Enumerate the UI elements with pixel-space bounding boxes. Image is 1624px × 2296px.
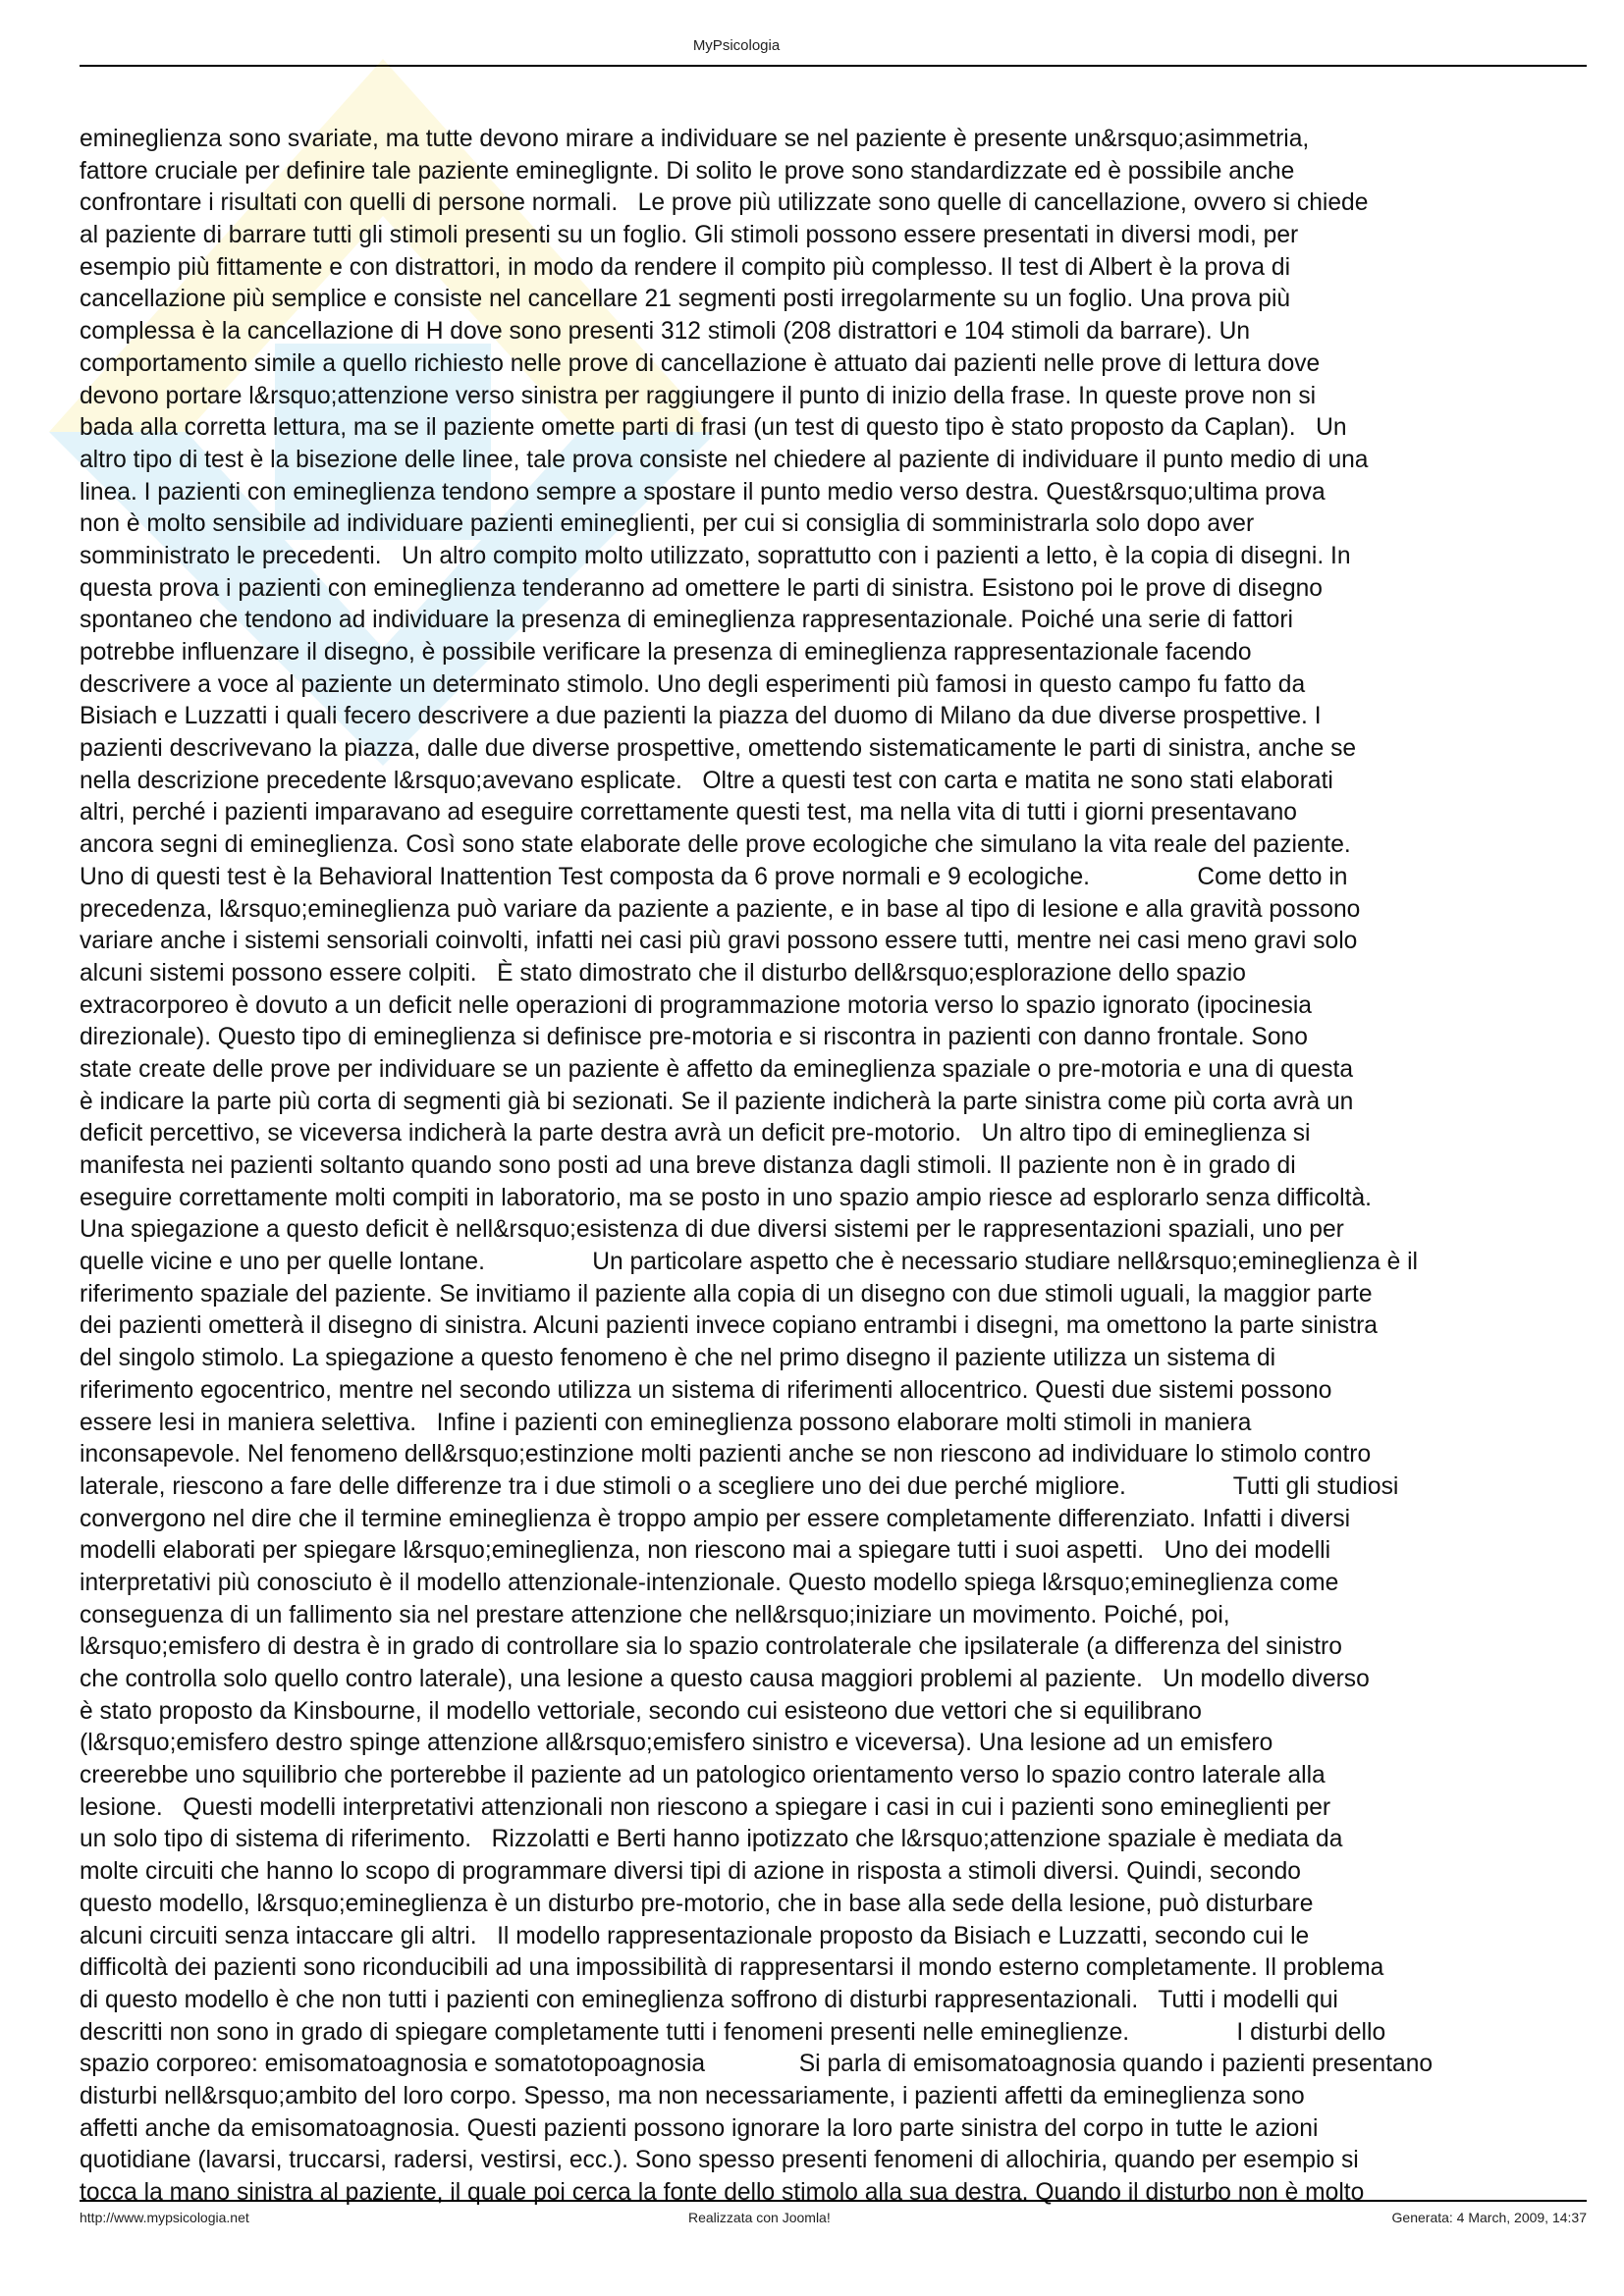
body-text-line: precedenza, l&rsquo;emineglienza può variare da paziente a paziente, e in base al tipo di lesione e alla gravità possono	[80, 895, 1361, 923]
body-text-line: essere lesi in maniera selettiva. Infine i pazienti con emineglienza possono elaborare molti stimoli in maniera	[80, 1409, 1252, 1436]
body-text-line: somministrato le precedenti. Un altro compito molto utilizzato, soprattutto con i pazienti a letto, è la copia di disegni. In	[80, 542, 1351, 569]
body-text-line: spontaneo che tendono ad individuare la presenza di emineglienza rappresentazionale. Poiché una serie di fattori	[80, 607, 1293, 634]
body-text-line: pazienti descrivevano la piazza, dalle due diverse prospettive, omettendo sistematicamente le parti di sinistra, anche se	[80, 735, 1357, 763]
body-text-line: extracorporeo è dovuto a un deficit nelle operazioni di programmazione motoria verso lo spazio ignorato (ipocinesia	[80, 991, 1312, 1019]
body-text-line: riferimento spaziale del paziente. Se invitiamo il paziente alla copia di un disegno con due stimoli uguali, la maggior parte	[80, 1280, 1373, 1308]
body-text-line: conseguenza di un fallimento sia nel prestare attenzione che nell&rsquo;iniziare un movimento. Poiché, poi,	[80, 1601, 1230, 1629]
body-text-line: descrivere a voce al paziente un determinato stimolo. Uno degli esperimenti più famosi in questo campo fu fatto da	[80, 670, 1306, 698]
body-text-line: spazio corporeo: emisomatoagnosia e somatotopoagnosia Si parla di emisomatoagnosia quando i pazienti presentano	[80, 2051, 1434, 2078]
body-text-line: convergono nel dire che il termine emineglienza è troppo ampio per essere completamente differenziato. Infatti i diversi	[80, 1505, 1351, 1532]
body-text-line: interpretativi più conosciuto è il modello attenzionale-intenzionale. Questo modello spiega l&rsquo;emineglienza come	[80, 1569, 1339, 1596]
footer-made-with: Realizzata con Joomla!	[688, 2210, 831, 2225]
body-text-line: altro tipo di test è la bisezione delle linee, tale prova consiste nel chiedere al paziente di individuare il punto medio di una	[80, 446, 1369, 473]
body-text-line: dei pazienti ometterà il disegno di sinistra. Alcuni pazienti invece copiano entrambi i disegni, ma omettono la parte sinistra	[80, 1312, 1378, 1340]
body-text-line: altri, perché i pazienti imparavano ad eseguire correttamente questi test, ma nella vita di tutti i giorni presentavano	[80, 799, 1297, 827]
body-text-line: quelle vicine e uno per quelle lontane. Un particolare aspetto che è necessario studiare nell&rsquo;emineglienza è il	[80, 1249, 1419, 1276]
header-divider	[80, 65, 1587, 67]
body-text-line: non è molto sensibile ad individuare pazienti emineglienti, per cui si consiglia di somministrarla solo dopo aver	[80, 510, 1255, 538]
body-text-line: devono portare l&rsquo;attenzione verso sinistra per raggiungere il punto di inizio della frase. In queste prove non si	[80, 382, 1317, 409]
body-text-line: disturbi nell&rsquo;ambito del loro corpo. Spesso, ma non necessariamente, i pazienti affetti da emineglienza sono	[80, 2082, 1305, 2109]
body-text-line: affetti anche da emisomatoagnosia. Questi pazienti possono ignorare la loro parte sinistra del corpo in tutte le azioni	[80, 2114, 1319, 2142]
body-text-line: alcuni sistemi possono essere colpiti. È stato dimostrato che il disturbo dell&rsquo;esplorazione dello spazio	[80, 959, 1246, 987]
footer-divider	[80, 2200, 1587, 2202]
body-text-line: descritti non sono in grado di spiegare completamente tutti i fenomeni presenti nelle emineglienze. I disturbi dello	[80, 2018, 1386, 2046]
body-text-line: linea. I pazienti con emineglienza tendono sempre a spostare il punto medio verso destra. Quest&rsquo;ultima prova	[80, 478, 1326, 506]
body-text-line: comportamento simile a quello richiesto nelle prove di cancellazione è attuato dai pazienti nelle prove di lettura dove	[80, 349, 1321, 377]
body-text-line: al paziente di barrare tutti gli stimoli presenti su un foglio. Gli stimoli possono essere presentati in diversi modi, per	[80, 222, 1299, 249]
body-text-line: riferimento egocentrico, mentre nel secondo utilizza un sistema di riferimenti allocentrico. Questi due sistemi possono	[80, 1376, 1332, 1404]
body-text-line: esempio più fittamente e con distrattori, in modo da rendere il compito più complesso. Il test di Albert è la prova di	[80, 253, 1291, 281]
body-text-line: di questo modello è che non tutti i pazienti con emineglienza soffrono di disturbi rappresentazionali. Tutti i modelli qui	[80, 1986, 1338, 2013]
body-text-line: Uno di questi test è la Behavioral Inattention Test composta da 6 prove normali e 9 ecologiche. Come detto in	[80, 863, 1348, 890]
body-text-line: cancellazione più semplice e consiste nel cancellare 21 segmenti posti irregolarmente su un foglio. Una prova più	[80, 286, 1291, 313]
body-text-line: emineglienza sono svariate, ma tutte devono mirare a individuare se nel paziente è presente un&rsquo;asimmetria,	[80, 126, 1310, 152]
body-text-line: questa prova i pazienti con emineglienza tenderanno ad omettere le parti di sinistra. Esistono poi le prove di disegno	[80, 574, 1323, 602]
body-text-line: tocca la mano sinistra al paziente, il quale poi cerca la fonte dello stimolo alla sua destra. Quando il disturbo non è molto	[80, 2179, 1365, 2206]
body-text-line: deficit percettivo, se viceversa indicherà la parte destra avrà un deficit pre-motorio. Un altro tipo di emineglienza si	[80, 1120, 1311, 1148]
body-text-line: inconsapevole. Nel fenomeno dell&rsquo;estinzione molti pazienti anche se non riescono ad individuare lo stimolo contro	[80, 1441, 1372, 1468]
body-text-line: complessa è la cancellazione di H dove sono presenti 312 stimoli (208 distrattori e 104 stimoli da barrare). Un	[80, 318, 1251, 346]
body-text-line: è stato proposto da Kinsbourne, il modello vettoriale, secondo cui esisteono due vettori che si equilibrano	[80, 1697, 1202, 1725]
page-header-title: MyPsicologia	[692, 37, 781, 54]
article-body	[80, 124, 1598, 2206]
body-text-line: lesione. Questi modelli interpretativi attenzionali non riescono a spiegare i casi in cui i pazienti sono emineglienti per	[80, 1793, 1331, 1821]
body-text-line: variare anche i sistemi sensoriali coinvolti, infatti nei casi più gravi possono essere tutti, mentre nei casi meno gravi solo	[80, 928, 1358, 955]
body-text-line: Una spiegazione a questo deficit è nell&rsquo;esistenza di due diversi sistemi per le rappresentazioni spaziali, uno per	[80, 1216, 1344, 1244]
body-text-line: alcuni circuiti senza intaccare gli altri. Il modello rappresentazionale proposto da Bisiach e Luzzatti, secondo cui le	[80, 1922, 1310, 1949]
body-text-line: nella descrizione precedente l&rsquo;avevano esplicate. Oltre a questi test con carta e matita ne sono stati elaborati	[80, 767, 1333, 794]
body-text-line: un solo tipo di sistema di riferimento. Rizzolatti e Berti hanno ipotizzato che l&rsquo;attenzione spaziale è mediata da	[80, 1826, 1343, 1853]
body-text-line: quotidiane (lavarsi, truccarsi, radersi, vestirsi, ecc.). Sono spesso presenti fenomeni di allochiria, quando per esempio si	[80, 2147, 1359, 2174]
page-footer	[80, 2210, 1587, 2229]
body-text-line: creerebbe uno squilibrio che porterebbe il paziente ad un patologico orientamento verso lo spazio contro laterale alla	[80, 1762, 1326, 1789]
body-text-line: confrontare i risultati con quelli di persone normali. Le prove più utilizzate sono quelle di cancellazione, ovvero si chiede	[80, 189, 1369, 217]
footer-generated-date: Generata: 4 March, 2009, 14:37	[1391, 2210, 1587, 2225]
body-text-line: Bisiach e Luzzatti i quali fecero descrivere a due pazienti la piazza del duomo di Milano da due diverse prospettive. I	[80, 703, 1322, 730]
body-text-line: potrebbe influenzare il disegno, è possibile verificare la presenza di emineglienza rappresentazionale facendo	[80, 639, 1252, 666]
body-text-line: eseguire correttamente molti compiti in laboratorio, ma se posto in uno spazio ampio riesce ad esplorarlo senza difficoltà.	[80, 1184, 1372, 1211]
body-text-line: laterale, riescono a fare delle differenze tra i due stimoli o a scegliere uno dei due perché migliore. Tutti gli studiosi	[80, 1472, 1399, 1500]
body-text-line: difficoltà dei pazienti sono riconducibili ad una impossibilità di rappresentarsi il mondo esterno completamente. Il problema	[80, 1954, 1384, 1982]
body-text-line: state create delle prove per individuare se un paziente è affetto da emineglienza spaziale o pre-motoria e una di questa	[80, 1055, 1354, 1083]
body-text-line: (l&rsquo;emisfero destro spinge attenzione all&rsquo;emisfero sinistro e viceversa). Una lesione ad un emisfero	[80, 1730, 1273, 1757]
body-text-line: del singolo stimolo. La spiegazione a questo fenomeno è che nel primo disegno il paziente utilizza un sistema di	[80, 1345, 1276, 1372]
body-text-line: l&rsquo;emisfero di destra è in grado di controllare sia lo spazio controlaterale che ipsilaterale (a differenza del sinistro	[80, 1633, 1342, 1661]
body-text-line: fattore cruciale per definire tale paziente emineglignte. Di solito le prove sono standardizzate ed è possibile anche	[80, 157, 1295, 185]
body-text-line: che controlla solo quello contro laterale), una lesione a questo causa maggiori problemi al paziente. Un modello diverso	[80, 1666, 1370, 1692]
footer-url-link[interactable]: http://www.mypsicologia.net	[80, 2210, 249, 2225]
body-text-line: modelli elaborati per spiegare l&rsquo;emineglienza, non riescono mai a spiegare tutti i suoi aspetti. Uno dei modelli	[80, 1537, 1331, 1565]
body-text-line: molte circuiti che hanno lo scopo di programmare diversi tipi di azione in risposta a stimoli diversi. Quindi, secondo	[80, 1858, 1301, 1886]
body-text-line: ancora segni di emineglienza. Così sono state elaborate delle prove ecologiche che simulano la vita reale del paziente.	[80, 831, 1351, 859]
body-text-line: questo modello, l&rsquo;emineglienza è un disturbo pre-motorio, che in base alla sede della lesione, può disturbare	[80, 1890, 1314, 1917]
body-text-line: bada alla corretta lettura, ma se il paziente omette parti di frasi (un test di questo tipo è stato proposto da Caplan). Un	[80, 414, 1347, 442]
body-text-line: è indicare la parte più corta di segmenti già bi sezionati. Se il paziente indicherà la parte sinistra come più corta avrà un	[80, 1088, 1354, 1115]
body-text-line: direzionale). Questo tipo di emineglienza si definisce pre-motoria e si riscontra in pazienti con danno frontale. Sono	[80, 1024, 1308, 1051]
body-text-line: manifesta nei pazienti soltanto quando sono posti ad una breve distanza dagli stimoli. Il paziente non è in grado di	[80, 1152, 1296, 1179]
